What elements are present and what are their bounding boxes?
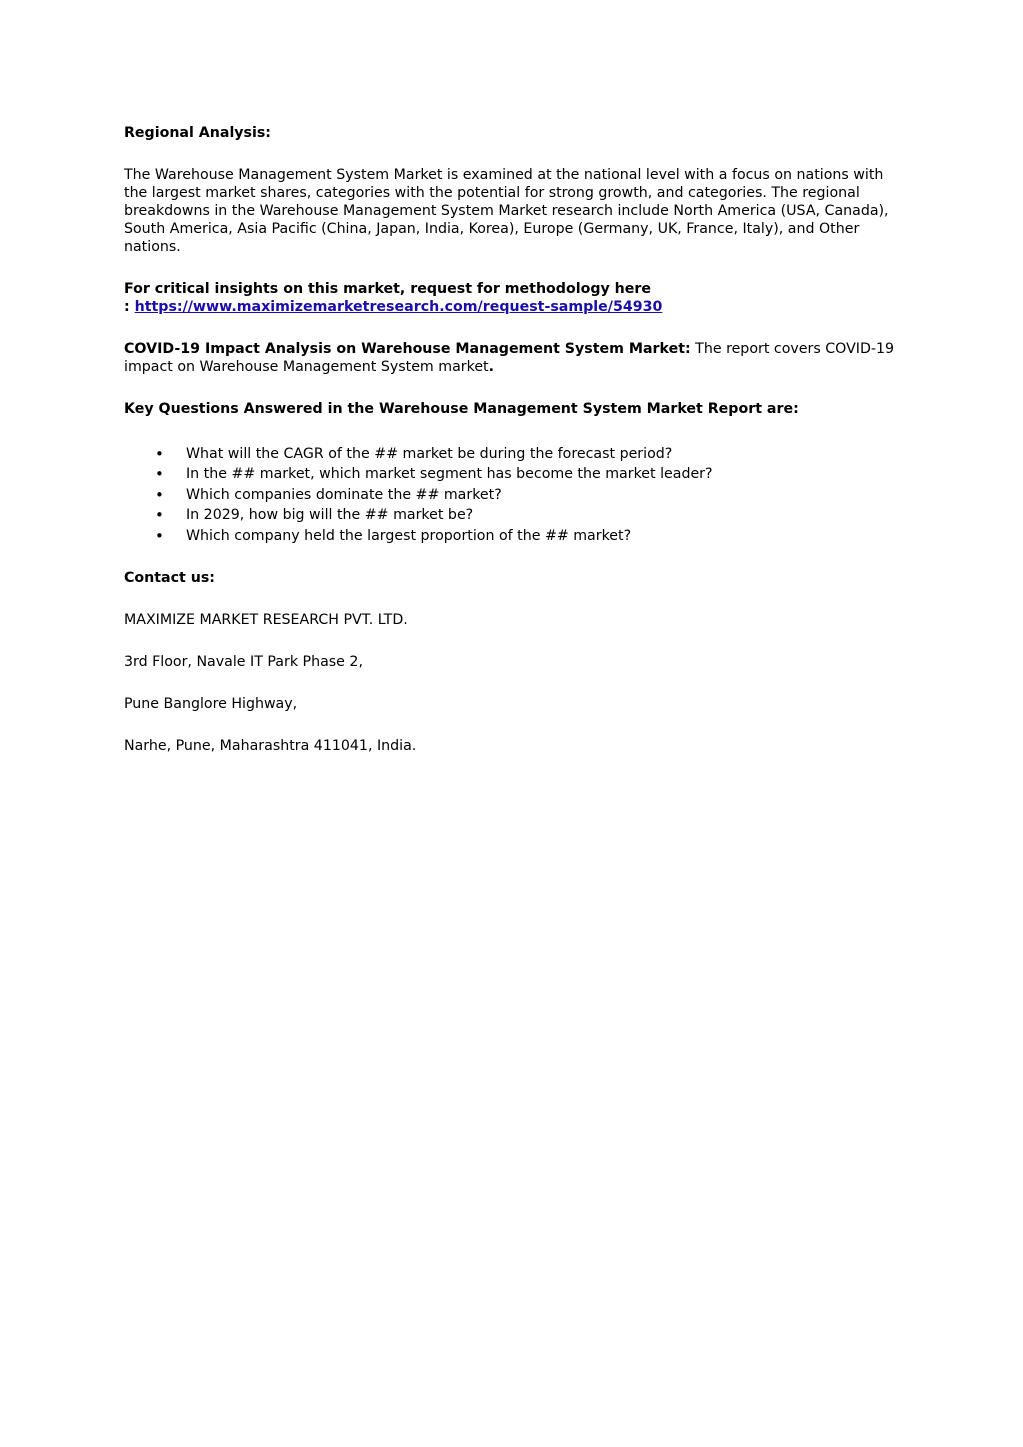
question-text: What will the CAGR of the ## market be during the forecast period?: [186, 446, 673, 462]
request-sample-link[interactable]: https://www.maximizemarketresearch.com/request-sample/54930: [134, 299, 663, 315]
list-item: [124, 526, 904, 546]
regional-analysis-heading: Regional Analysis:: [124, 125, 271, 141]
regional-analysis-paragraph: The Warehouse Management System Market is examined at the national level with a focus on nations with the largest market shares, categories with the potential for strong growth, and categories. The regional breakdowns in the Warehouse Management System Market research include North America (USA, Canada), South America, Asia Pacific (China, Japan, India, Korea), Europe (Germany, UK, France, Italy), and Other nations.: [124, 167, 889, 255]
insights-prefix: :: [124, 299, 135, 315]
bullet-icon: •: [155, 445, 164, 463]
list-item: [124, 505, 904, 525]
address-line-2: Pune Banglore Highway,: [124, 695, 298, 712]
key-questions-list: [124, 444, 904, 546]
question-text: Which companies dominate the ## market?: [186, 486, 502, 503]
bullet-icon: •: [155, 465, 164, 484]
question-text: Which company held the largest proportion of the ## market?: [186, 527, 632, 544]
question-text: In 2029, how big will the ## market be?: [186, 507, 474, 524]
bullet-icon: •: [155, 526, 164, 545]
insights-paragraph: [124, 280, 904, 316]
list-item: [124, 444, 904, 464]
company-name: MAXIMIZE MARKET RESEARCH PVT. LTD.: [124, 611, 408, 628]
key-questions-heading: Key Questions Answered in the Warehouse Management System Market Report are:: [124, 401, 799, 417]
list-item: [124, 485, 904, 505]
covid-text: The report covers COVID-19 impact on Warehouse Management System market: [124, 341, 895, 375]
address-line-1: 3rd Floor, Navale IT Park Phase 2,: [124, 653, 363, 670]
covid-end: .: [488, 359, 494, 375]
document-page: [124, 124, 904, 755]
covid-label: COVID-19 Impact Analysis on Warehouse Management System Market:: [124, 341, 691, 357]
list-item: [124, 464, 904, 484]
bullet-icon: •: [155, 506, 164, 525]
question-text: In the ## market, which market segment has become the market leader?: [186, 466, 713, 483]
insights-text: For critical insights on this market, request for methodology here: [124, 281, 652, 297]
covid-paragraph: [124, 340, 904, 376]
contact-heading: Contact us:: [124, 569, 215, 586]
bullet-icon: •: [155, 485, 164, 504]
address-line-3: Narhe, Pune, Maharashtra 411041, India.: [124, 737, 417, 754]
